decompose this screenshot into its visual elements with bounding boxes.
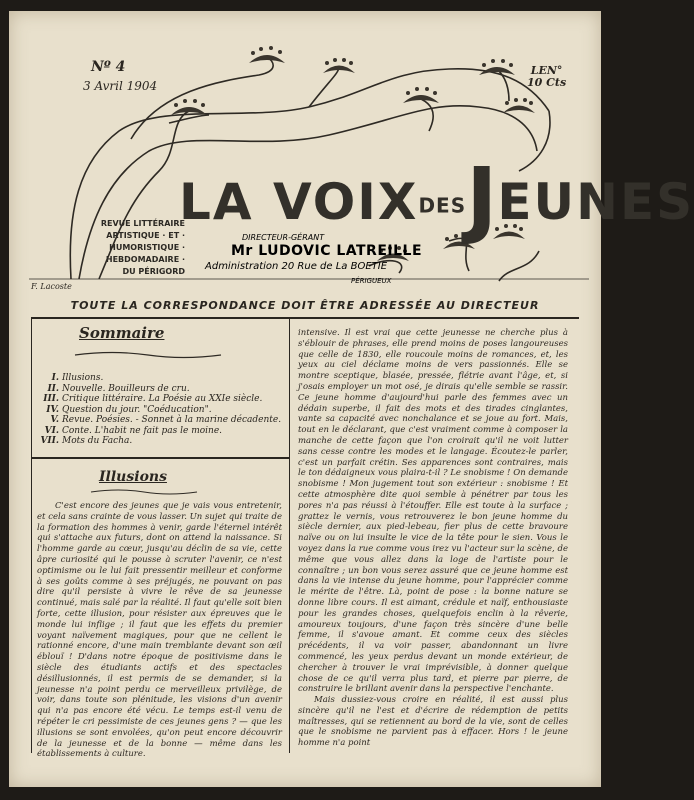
sommaire-item <box>39 373 279 384</box>
sommaire-bottom-rule <box>31 457 289 459</box>
title-des: DES <box>418 193 467 218</box>
title-part-2: EUNES <box>497 173 694 231</box>
revue-line: HEBDOMADAIRE · <box>105 255 185 264</box>
sommaire-title: Sommaire <box>79 324 165 342</box>
correspondence-notice: TOUTE LA CORRESPONDANCE DOIT ÊTRE ADRESSÉE AU DIRECTEUR <box>70 299 540 312</box>
director-role: DIRECTEUR-GÉRANT <box>242 233 325 242</box>
artist-signature: F. Lacoste <box>31 282 72 291</box>
article-right-paragraph-1: intensive. Il est vrai que cette jeunesse ne cherche plus à s'éblouir de phrases, elle prend moins de poses langoureuses que celle de 1830, elle roucoule moins de romances, et, les yeux au ciel déclame moins de vers passionnés. Elle se montre sceptique, blasée, pressée, flétrie avant l'âge, et, si j'osais employer un mot osé, je dirais qu'elle semble se rassir. Ce jeune homme d'aujourd'hui parle des femmes avec un dédain superbe, il fait des mots et des tirades cinglantes, vante sa capacité avec nonchalance et se joue au fort. Mais, tout en le déclarant, que c'est vraiment comme à composer la manche de cette façon que l'on croirait qu'il ne voit lutter sans cesse contre les modes et le langage. Écoutez-le parler, c'est un parfait crétin. Ses apparences sont contraires, mais le ton dédaigneux vous plaira-t-il ? Le snobisme ! On demande snobisme ! Mon jugement tout son extérieur : snobisme ! Et cette atmosphère dite quoi semble à pénétrer par tous les pores n'a pas réussi à l'étouffer. Elle est toute à la surface ; grattez le vernis, vous retrouverez le bon jeune homme du siècle dernier, aux pied-lebeau, fier plus de cette bravoure naïve ou on lui insulte le vice de la tête pour le sien. Vous le voyez dans la rue comme vous irez vu l'acteur sur la scène, de même que vous allez dans la loge de l'artiste pour le connaître ; un bon vous serez assuré que ce jeune homme est dans la vie intense du jeune homme, pour l'apprécier comme le mérite de l'être. Là, point de pose : la bonne nature se donne libre cours. Il est aimant, crédule et naïf, enthousiaste pour les grandes choses, quelquefois enclin à la rêverie, amoureux toujours, d'une façon très sincère d'une belle femme, il s'avoue amant. Et comme ceux des siècles précédents, il va voir passer, abandonnant un livre commencé, les yeux perdus devant un monde extérieur, de chercher à trouver le vrai imprévisible, à donner quelque chose de ce qu'il verra plus tard, et pierre par pierre, de construire le brillant avenir dans la perspective l'enchante. <box>298 328 568 695</box>
sommaire-list <box>39 373 282 447</box>
city: PÉRIGUEUX <box>351 277 392 285</box>
sommaire-item-num: I. <box>51 373 59 383</box>
sommaire-item-num: III. <box>43 394 59 404</box>
article-title: Illusions <box>99 469 167 485</box>
sommaire-item-text: Illusions. <box>62 373 104 383</box>
sommaire-item <box>39 405 279 416</box>
sommaire-flourish <box>73 348 223 362</box>
sommaire-item <box>39 415 282 426</box>
issue-date: 3 Avril 1904 <box>83 79 158 93</box>
sommaire-box-left <box>31 317 32 753</box>
sommaire-item <box>39 426 279 437</box>
price-line-2: 10 Cts <box>527 76 567 89</box>
price <box>527 65 566 89</box>
sommaire-item <box>39 384 279 395</box>
article-right-column <box>298 328 568 749</box>
revue-line: DU PÉRIGORD <box>122 267 185 276</box>
sommaire-item-num: VI. <box>44 425 59 436</box>
article-title-flourish <box>89 487 199 497</box>
title-part-1: LA VOIX <box>179 173 419 231</box>
sommaire-item-text: Revue. Poésies. - Sonnet à la marine décadente. <box>62 415 282 425</box>
sommaire-item-num: II. <box>47 383 59 394</box>
revue-line: REVUE LITTÉRAIRE <box>100 219 185 228</box>
sommaire-item-num: VII. <box>40 436 59 446</box>
article-right-paragraph-2: Mais dussiez-vous croire en réalité, il est aussi plus sincère qu'il ne l'est et d'écrire de rédemption de petits maîtresses, qui se retiennent au bord de la vie, sont de celles que le snobisme ne parvient pas à effacer. Hors ! le jeune homme n'a point <box>298 695 568 749</box>
sommaire-item-text: Nouvelle. Bouilleurs de cru. <box>62 383 190 394</box>
administration-address: Administration 20 Rue de La BOETIE <box>205 261 388 272</box>
sommaire-item-text: Critique littéraire. La Poésie au XXIe siècle. <box>62 394 263 404</box>
sommaire-item <box>39 394 279 405</box>
issue-number: Nº 4 <box>91 59 126 75</box>
title-j: J <box>466 149 498 247</box>
sommaire-item-num: V. <box>50 415 59 425</box>
revue-line: HUMORISTIQUE · <box>109 243 185 252</box>
sommaire-item-text: Question du jour. "Coéducation". <box>62 404 212 415</box>
sommaire-item-num: IV. <box>46 404 59 415</box>
newspaper-page <box>9 11 694 787</box>
price-line-1: LEN° <box>530 64 563 77</box>
sommaire-item-text: Conte. L'habit ne fait pas le moine. <box>62 425 223 436</box>
sommaire-item-text: Mots du Facha. <box>62 436 133 446</box>
revue-line: ARTISTIQUE · ET · <box>106 231 185 240</box>
top-rule <box>31 317 579 319</box>
sommaire-item <box>39 436 279 447</box>
revue-description <box>89 218 185 278</box>
article-left-column: C'est encore des jeunes que je vais vous entretenir, et cela sans crainte de vous lasser. Un sujet qui traite de la formation des hommes à venir, garde l'éternel intérêt qui s'attache aux futurs, dont on attend la naissance. Si l'homme garde au cœur, jusqu'au déclin de sa vie, cette âpre curiosité qui le pousse à scruter l'avenir, ce n'est optimisme ou le lui fait pressentir meilleur et conforme à ses goûts comme à ses préjugés, ne pouvant on pas dire qu'il persiste à vivre le rêve de sa jeunesse continué, mais salé par la réalité. Il faut qu'elle soit bien forte, cette illusion, pour résister aux épreuves que le monde lui inflige ; il faut que les effets du premier voyant naïvement magiques, pour que ne cellent le rationné encore, d'une main tremblante devant son œil éblouï ! D'dans notre époque de positivisme dans le siècle des étudiants actifs et des spectacles désillusionnés, il est permis de se demander, si la jeunesse n'a point perdu ce merveilleux privilège, de voir, dans toute son plénitude, les visions d'un avenir qui n'a pas encore été vécu. Le temps est-il venu de répéter le cri pessimiste de ces jeunes gens ? — que les illusions se sont envolées, qu'on peut encore découvrir de la jeunesse et de la bonne — même dans les établissements à culture. <box>37 501 282 760</box>
director-name: Mr LUDOVIC LATREILLE <box>231 243 423 259</box>
column-divider <box>289 317 290 753</box>
